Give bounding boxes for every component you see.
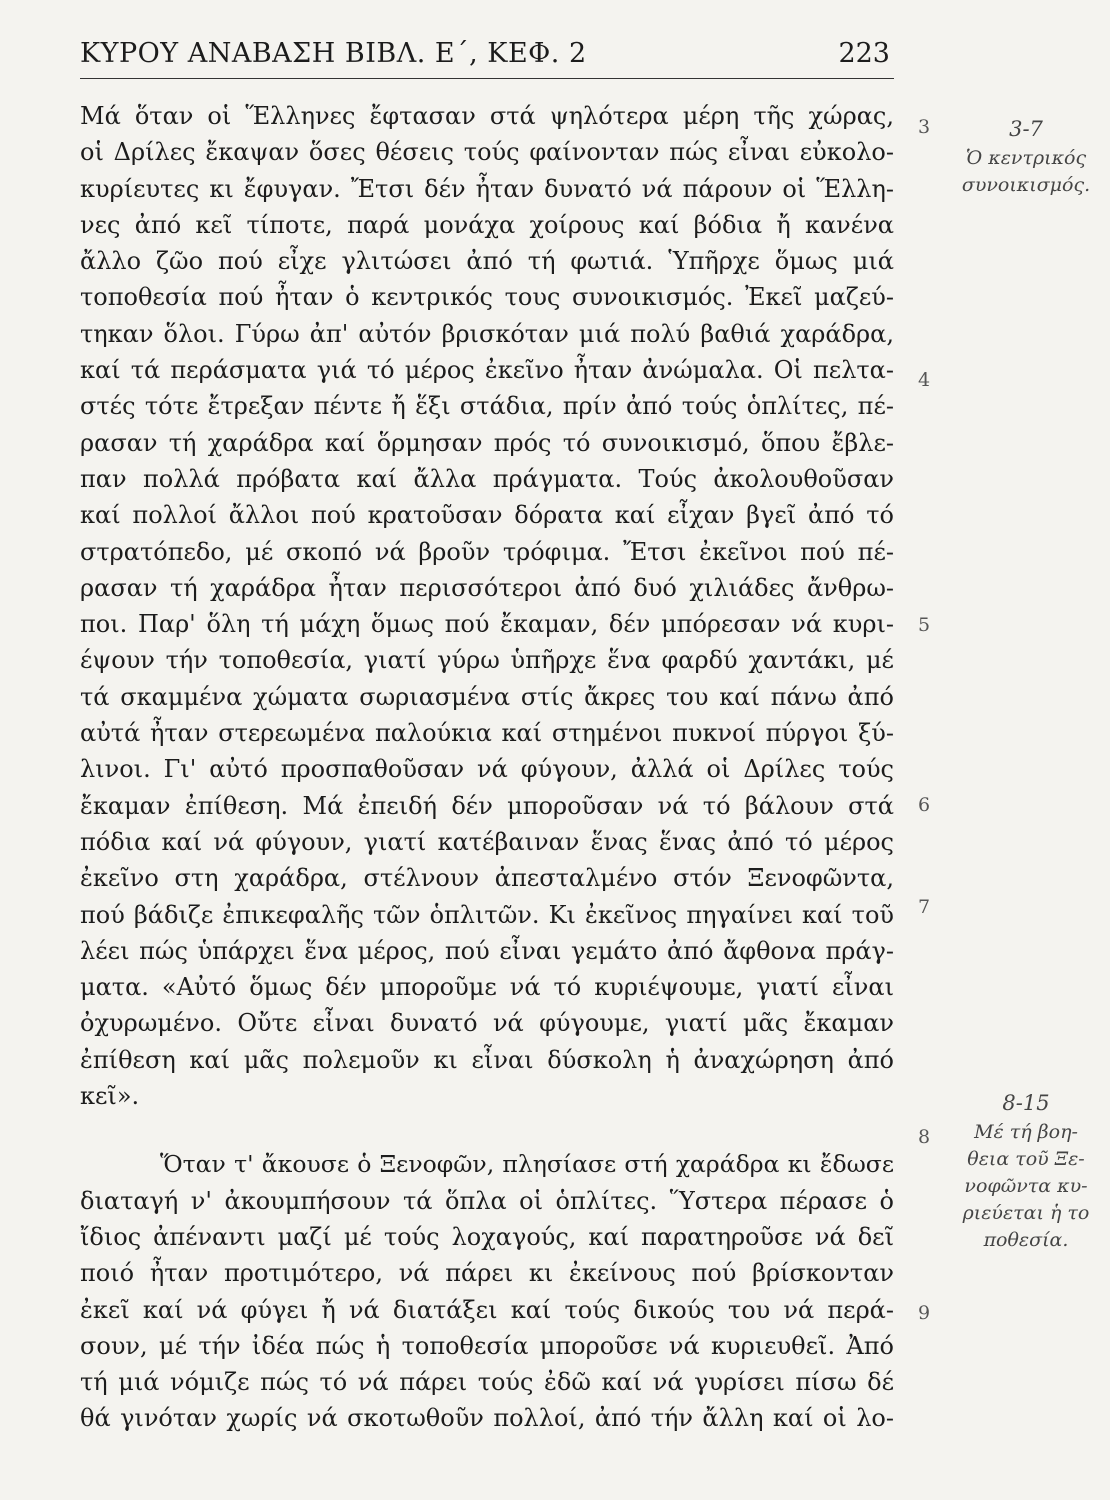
sidenote-line: ποθεσία.: [983, 1229, 1069, 1251]
text-line: Μά ὅταν οἱ Ἕλληνες ἔφτασαν στά ψηλότερα μέρη τῆς χώρας,: [80, 102, 894, 130]
section-number: 6: [918, 794, 931, 816]
sidenote-line: θεια τοῦ Ξε-: [967, 1148, 1085, 1170]
text-line: ἐκεῖ καί νά φύγει ἤ νά διατάξει καί τούς δικούς του νά περά-: [80, 1295, 894, 1324]
sidenote-line: Μέ τή βοη-: [974, 1121, 1078, 1143]
section-number: 5: [918, 614, 931, 636]
text-line: τηκαν ὅλοι. Γύρω ἀπ' αὐτόν βρισκόταν μιά πολύ βαθιά χαράδρα,: [80, 319, 894, 348]
paragraph-gap: [80, 1114, 894, 1146]
text-line: τά σκαμμένα χώματα σωριασμένα στίς ἄκρες του καί πάνω ἀπό: [80, 682, 894, 711]
text-line: οἱ Δρίλες ἔκαψαν ὅσες θέσεις τούς φαίνονταν πώς εἶναι εὐκολο-: [80, 138, 894, 167]
running-title: ΚΥΡΟΥ ΑΝΑΒΑΣΗ ΒΙΒΛ. Ε΄, ΚΕΦ. 2: [80, 38, 587, 69]
text-line: στές τότε ἔτρεξαν πέντε ἤ ἕξι στάδια, πρίν ἀπό τούς ὁπλίτες, πέ-: [80, 392, 894, 421]
text-line: ἄλλο ζῶο πού εἶχε γλιτώσει ἀπό τή φωτιά. Ὑπῆρχε ὅμως μιά: [80, 247, 894, 276]
text-line: παν πολλά πρόβατα καί ἄλλα πράγματα. Τούς ἀκολουθοῦσαν: [80, 464, 894, 493]
text-line: Ὅταν τ' ἄκουσε ὁ Ξενοφῶν, πλησίασε στή χαράδρα κι ἔδωσε: [160, 1150, 894, 1179]
text-line: λινοι. Γι' αὐτό προσπαθοῦσαν νά φύγουν, ἀλλά οἱ Δρίλες τούς: [80, 755, 894, 784]
text-line: ὀχυρωμένο. Οὔτε εἶναι δυνατό νά φύγουμε, γιατί μᾶς ἔκαμαν: [80, 1009, 894, 1038]
sidenote-line: συνοικισμός.: [961, 174, 1091, 196]
sidenote-capture: [950, 1090, 1102, 1254]
text-line: νες ἀπό κεῖ τίποτε, παρά μονάχα χοίρους καί βόδια ἤ κανένα: [80, 210, 894, 239]
text-line: τοποθεσία πού ἦταν ὁ κεντρικός τους συνοικισμός. Ἐκεῖ μαζεύ-: [80, 283, 894, 312]
page-header: [80, 30, 894, 79]
text-line: θά γινόταν χωρίς νά σκοτωθοῦν πολλοί, ἀπό τήν ἄλλη καί οἱ λο-: [80, 1404, 894, 1433]
sidenote-line: νοφῶντα κυ-: [964, 1175, 1088, 1197]
text-line: στρατόπεδο, μέ σκοπό νά βροῦν τρόφιμα. Ἔτσι ἐκεῖνοι πού πέ-: [80, 537, 894, 566]
section-number: 8: [918, 1126, 931, 1148]
text-line: πού βάδιζε ἐπικεφαλῆς τῶν ὁπλιτῶν. Κι ἐκεῖνος πηγαίνει καί τοῦ: [80, 900, 894, 929]
text-line: κυρίευτες κι ἔφυγαν. Ἔτσι δέν ἦταν δυνατό νά πάρουν οἱ Ἕλλη-: [80, 174, 894, 203]
text-line: ποιό ἦταν προτιμότερο, νά πάρει κι ἐκείνους πού βρίσκονταν: [80, 1259, 894, 1288]
paragraph-1: [80, 98, 894, 1114]
text-line: ἐκεῖνο στη χαράδρα, στέλνουν ἀπεσταλμένο στόν Ξενοφῶντα,: [80, 864, 894, 893]
text-line: ἴδιος ἀπέναντι μαζί μέ τούς λοχαγούς, καί παρατηροῦσε νά δεῖ: [80, 1222, 894, 1251]
sidenote-line: Ὁ κεντρικός: [965, 147, 1087, 169]
body-text: [80, 98, 894, 1437]
text-line: αὐτά ἦταν στερεωμένα παλούκια καί στημένοι πυκνοί πύργοι ξύ-: [80, 719, 894, 748]
section-number: 3: [918, 116, 931, 138]
text-line: ἐπίθεση καί μᾶς πολεμοῦν κι εἶναι δύσκολη ἡ ἀναχώρηση ἀπό: [80, 1045, 894, 1074]
paragraph-2: [80, 1146, 894, 1436]
section-number: 4: [918, 369, 931, 391]
page-number: 223: [838, 38, 890, 69]
text-line: ρασαν τή χαράδρα ἦταν περισσότεροι ἀπό δυό χιλιάδες ἄνθρω-: [80, 573, 894, 602]
section-number: 7: [918, 896, 931, 918]
sidenote-line: ριεύεται ἡ το: [962, 1202, 1090, 1224]
text-line: τή μιά νόμιζε πώς τό νά πάρει τούς ἐδῶ καί νά γυρίσει πίσω δέ: [80, 1368, 894, 1397]
text-line: ποι. Παρ' ὅλη τή μάχη ὅμως πού ἔκαμαν, δέν μπόρεσαν νά κυρι-: [80, 610, 894, 639]
text-line: καί τά περάσματα γιά τό μέρος ἐκεῖνο ἦταν ἀνώμαλα. Οἱ πελτα-: [80, 356, 894, 385]
sidenote-range: 3-7: [1009, 117, 1043, 141]
text-line: ρασαν τή χαράδρα καί ὅρμησαν πρός τό συνοικισμό, ὅπου ἔβλε-: [80, 428, 894, 457]
sidenote-central-settlement: [950, 116, 1102, 199]
text-line: λέει πώς ὑπάρχει ἕνα μέρος, πού εἶναι γεμάτο ἀπό ἄφθονα πράγ-: [80, 936, 894, 965]
text-line: καί πολλοί ἄλλοι πού κρατοῦσαν δόρατα καί εἶχαν βγεῖ ἀπό τό: [80, 501, 894, 530]
text-line: διαταγή ν' ἀκουμπήσουν τά ὅπλα οἱ ὁπλίτες. Ὕστερα πέρασε ὁ: [80, 1186, 894, 1215]
text-line: πόδια καί νά φύγουν, γιατί κατέβαιναν ἕνας ἕνας ἀπό τό μέρος: [80, 827, 894, 856]
text-line: ματα. «Αὐτό ὅμως δέν μποροῦμε νά τό κυριέψουμε, γιατί εἶναι: [80, 973, 894, 1002]
text-line: κεῖ».: [80, 1082, 140, 1111]
text-line: ἔκαμαν ἐπίθεση. Μά ἐπειδή δέν μποροῦσαν νά τό βάλουν στά: [80, 791, 894, 820]
text-line: έψουν τήν τοποθεσία, γιατί γύρω ὑπῆρχε ἕνα φαρδύ χαντάκι, μέ: [80, 646, 894, 675]
section-number: 9: [918, 1302, 931, 1324]
text-line: σουν, μέ τήν ἰδέα πώς ἡ τοποθεσία μποροῦσε νά κυριευθεῖ. Ἀπό: [80, 1331, 894, 1360]
sidenote-range: 8-15: [1002, 1091, 1050, 1115]
